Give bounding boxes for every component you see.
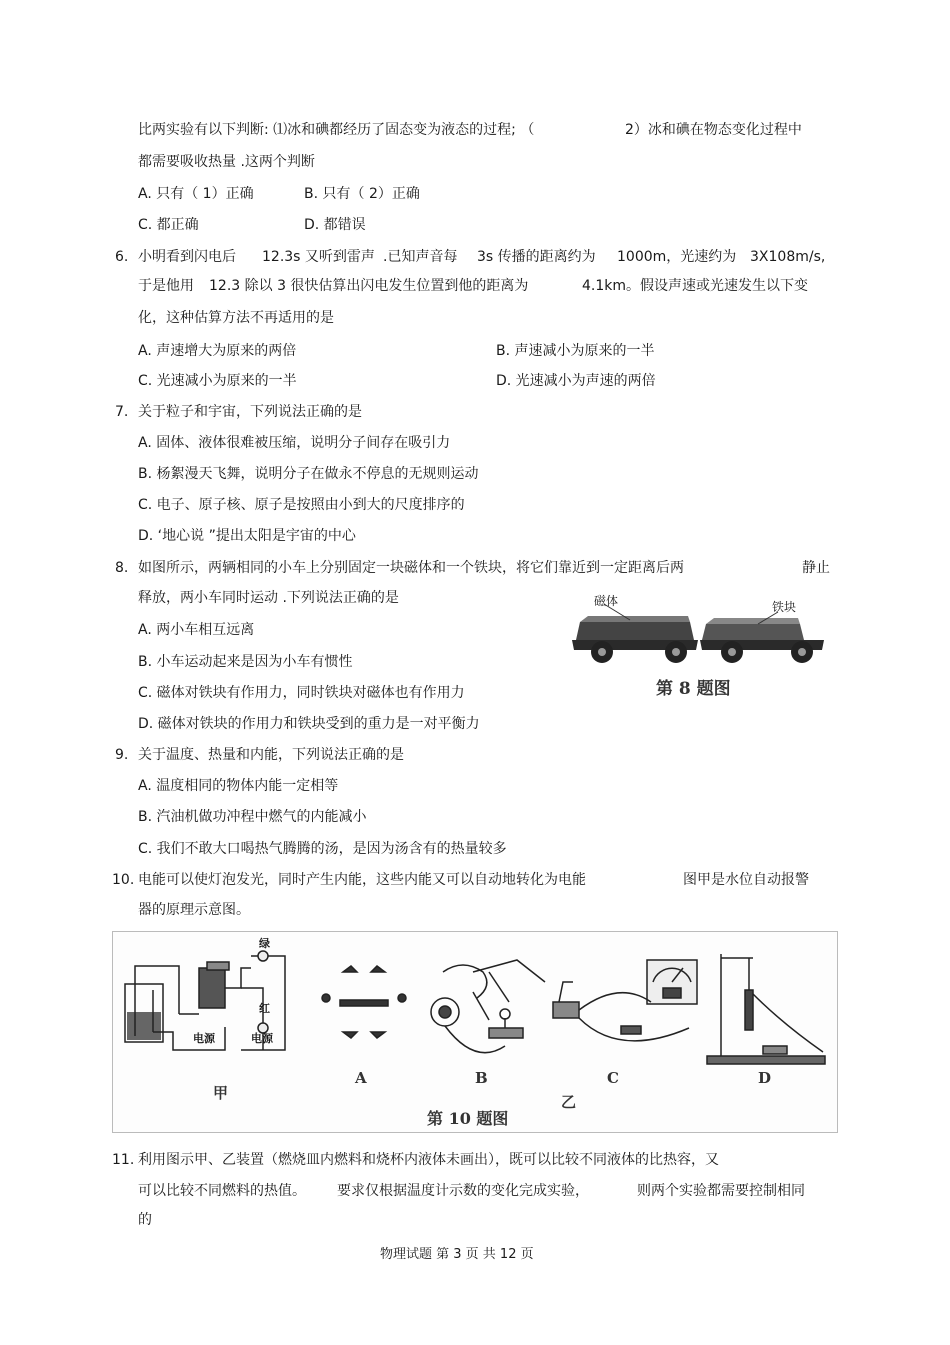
q6-option-b: B. 声速减小为原来的一半: [496, 343, 655, 359]
label-yi: 乙: [561, 1093, 577, 1111]
q7-option-a: A. 固体、液体很难被压缩，说明分子间存在吸引力: [138, 435, 451, 451]
q6-number: 6.: [115, 249, 129, 265]
q6-l1-2: .已知声音每: [383, 249, 458, 265]
label-c: C: [607, 1069, 619, 1087]
q6-l2-0: 于是他用: [138, 278, 194, 294]
q8-line2: 释放，两小车同时运动 .下列说法正确的是: [138, 590, 399, 606]
q6-l2-1: 12.3 除以 3 很快估算出闪电发生位置到他的距离为: [209, 278, 529, 294]
red-lamp-label: 红: [259, 1002, 270, 1015]
q8-option-c: C. 磁体对铁块有作用力，同时铁块对磁体也有作用力: [138, 685, 465, 701]
q11-line1: 利用图示甲、乙装置（燃烧皿内燃料和烧杯内液体未画出），既可以比较不同液体的比热容，又: [138, 1152, 719, 1168]
q11-number: 11.: [112, 1152, 135, 1168]
magnets-compass: [322, 966, 406, 1038]
label-b: B: [475, 1069, 488, 1087]
q11-line2a: 可以比较不同燃料的热值。: [138, 1183, 306, 1199]
figure-8-caption: 第 8 题图: [656, 679, 731, 699]
q10-line1a: 电能可以使灯泡发光，同时产生内能，这些内能又可以自动地转化为电能: [138, 872, 586, 888]
q6-l1-0: 小明看到闪电后: [138, 249, 236, 265]
q7-option-b: B. 杨絮漫天飞舞，说明分子在做永不停息的无规则运动: [138, 466, 479, 482]
label-jia: 甲: [213, 1084, 229, 1102]
q7-option-c: C. 电子、原子核、原子是按照由小到大的尺度排序的: [138, 497, 465, 513]
q5-option-d: D. 都错误: [304, 217, 366, 233]
q6-l1-5: 3X108m/s,: [750, 249, 826, 265]
q9-option-b: B. 汽油机做功冲程中燃气的内能减小: [138, 809, 367, 825]
q11-line2c: 则两个实验都需要控制相同: [637, 1183, 805, 1199]
q6-l1-1: 12.3s 又听到雷声: [262, 249, 375, 265]
green-lamp-label: 绿: [259, 937, 270, 950]
q9-option-c: C. 我们不敢大口喝热气腾腾的汤，是因为汤含有的热量较多: [138, 841, 507, 857]
magnet-label: 磁体: [594, 594, 619, 608]
q5-line1a: 比两实验有以下判断: ⑴冰和碘都经历了固态变为液态的过程; （: [138, 122, 535, 138]
galvanometer-setup: [553, 960, 697, 1041]
q6-l2-2: 4.1km。假设声速或光速发生以下变: [582, 278, 809, 294]
q5-line1b: 2）冰和碘在物态变化过程中: [625, 122, 802, 138]
q5-line2: 都需要吸收热量 .这两个判断: [138, 154, 315, 170]
q7-number: 7.: [115, 404, 129, 420]
figure-8: [568, 590, 838, 705]
q6-l3: 化，这种估算方法不再适用的是: [138, 310, 334, 326]
label-d: D: [758, 1069, 772, 1087]
magnet-block: [576, 622, 694, 640]
q10-line2: 器的原理示意图。: [138, 902, 250, 918]
page-footer: 物理试题 第 3 页 共 12 页: [380, 1247, 534, 1262]
q6-l1-3: 3s 传播的距离约为: [477, 249, 596, 265]
q6-l1-4: 1000m，光速约为: [617, 249, 737, 265]
q8-line1b: 静止: [802, 560, 830, 576]
iron-label: 铁块: [772, 600, 797, 614]
q11-line3: 的: [138, 1212, 152, 1228]
q10-number: 10.: [112, 872, 135, 888]
q5-option-b: B. 只有（ 2）正确: [304, 186, 420, 202]
q8-option-a: A. 两小车相互远离: [138, 622, 255, 638]
q5-option-c: C. 都正确: [138, 217, 199, 233]
q7-stem: 关于粒子和宇宙，下列说法正确的是: [138, 404, 362, 420]
iron-stand: [707, 954, 825, 1064]
q5-option-a: A. 只有（ 1）正确: [138, 186, 254, 202]
figure-10: [112, 931, 838, 1133]
q11-line2b: 要求仅根据温度计示数的变化完成实验，: [337, 1183, 589, 1199]
q9-stem: 关于温度、热量和内能，下列说法正确的是: [138, 747, 404, 763]
label-a: A: [355, 1069, 367, 1087]
q7-option-d: D. ‘地心说 ”提出太阳是宇宙的中心: [138, 528, 356, 544]
q8-line1: 如图所示，两辆相同的小车上分别固定一块磁体和一个铁块，将它们靠近到一定距离后两: [138, 560, 684, 576]
figure-10-caption: 第 10 题图: [427, 1109, 509, 1128]
q8-number: 8.: [115, 560, 129, 576]
q6-option-d: D. 光速减小为声速的两倍: [496, 373, 656, 389]
q6-option-a: A. 声速增大为原来的两倍: [138, 343, 297, 359]
power-label-1: 电源: [193, 1032, 215, 1045]
iron-block: [702, 624, 804, 640]
q8-option-b: B. 小车运动起来是因为小车有惯性: [138, 654, 353, 670]
q9-option-a: A. 温度相同的物体内能一定相等: [138, 778, 339, 794]
q6-option-c: C. 光速减小为原来的一半: [138, 373, 297, 389]
hand-crank-generator: [431, 960, 545, 1053]
power-label-2: 电源: [251, 1032, 273, 1045]
q10-line1b: 图甲是水位自动报警: [683, 872, 809, 888]
q9-number: 9.: [115, 747, 129, 763]
q8-option-d: D. 磁体对铁块的作用力和铁块受到的重力是一对平衡力: [138, 716, 480, 732]
